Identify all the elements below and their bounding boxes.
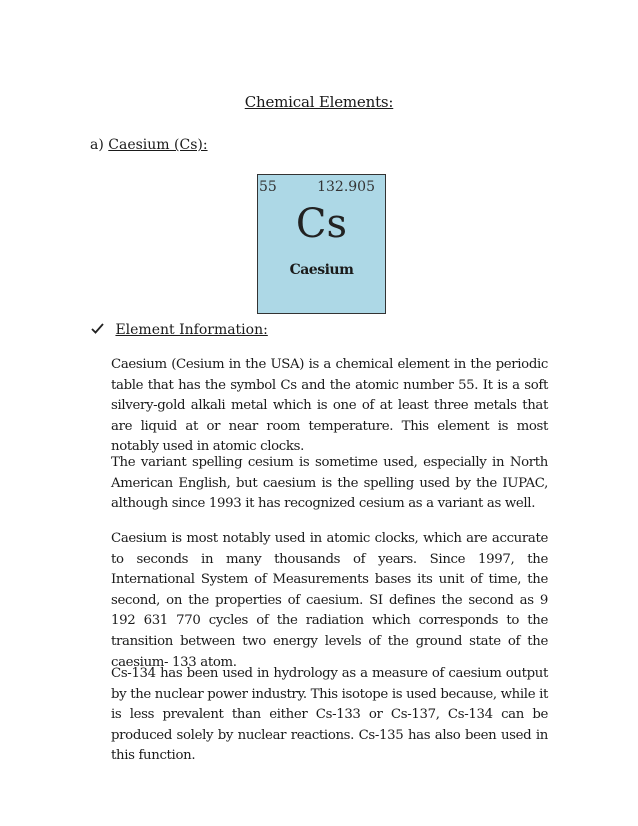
section-heading — [90, 137, 208, 153]
atomic-mass: 132.905 — [317, 179, 375, 195]
checkmark-icon — [91, 322, 105, 338]
element-symbol: Cs — [295, 201, 348, 247]
element-name: Caesium — [289, 262, 354, 278]
paragraph-spelling: The variant spelling cesium is sometime used, especially in North American English, but caesium is the spelling used by the IUPAC, although since 1993 it has recognized cesium as a variant as well. — [111, 455, 548, 512]
section-prefix: a) — [90, 137, 104, 153]
paragraph-clocks: Caesium is most notably used in atomic clocks, which are accurate to seconds in many thousands of years. Since 1997, the International System of Measurements bases its unit of time, the second, on the properties of caesium. SI defines the second as 9 192 631 770 cycles of the radiation which corresponds to the transition between two energy levels of the ground state of the caesium- 133 atom. — [111, 531, 548, 670]
paragraph-intro: Caesium (Cesium in the USA) is a chemical element in the periodic table that has the symbol Cs and the atomic number 55. It is a soft silvery-gold alkali metal which is one of at least three metals that are liquid at or near room temperature. This element is most notably used in atomic clocks. — [111, 357, 548, 455]
element-tile — [257, 174, 386, 314]
page-title: Chemical Elements: — [244, 93, 394, 111]
info-heading-label: Element Information: — [115, 322, 268, 338]
section-label: Caesium (Cs): — [108, 137, 208, 153]
info-heading — [91, 322, 268, 338]
atomic-number: 55 — [259, 179, 277, 195]
paragraph-isotopes: Cs-134 has been used in hydrology as a measure of caesium output by the nuclear power industry. This isotope is used because, while it is less prevalent than either Cs-133 or Cs-137, Cs-134 can be produced solely by nuclear reactions. Cs-135 has also been used in this function. — [111, 666, 548, 764]
